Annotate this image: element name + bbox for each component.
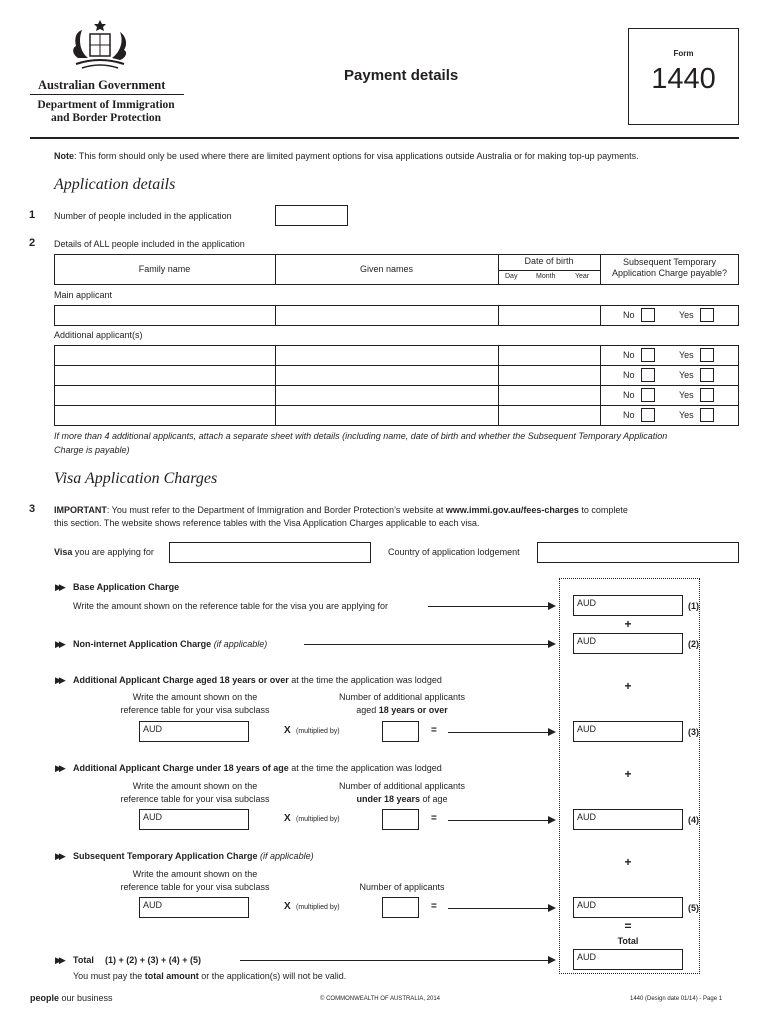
additional-3-family-name-input[interactable] <box>54 385 276 406</box>
note-text: : This form should only be used where there are limited payment options for visa applications outside Australia or for making top-up payments. <box>74 151 639 161</box>
note <box>54 151 639 161</box>
footer-people: people <box>30 993 60 1003</box>
adult-count-input[interactable] <box>382 721 419 742</box>
header-rule <box>30 137 739 139</box>
base-charge-desc: Write the amount shown on the reference table for the visa you are applying for <box>73 601 389 611</box>
arrow-head-icon <box>548 640 556 648</box>
write-amount-line1: Write the amount shown on the <box>132 692 258 702</box>
main-family-name-input[interactable] <box>54 305 276 326</box>
under-title-bold: Additional Applicant Charge under 18 years of age <box>73 763 289 773</box>
column-charge-line1: Subsequent Temporary <box>623 257 716 267</box>
arrow-head-icon <box>548 956 556 964</box>
country-input[interactable] <box>537 542 739 563</box>
times-sign: X <box>284 901 291 912</box>
visa-label <box>54 547 154 557</box>
double-arrow-icon: ▶▶ <box>55 851 63 861</box>
number-4: (4) <box>688 815 699 825</box>
write-amount-line2: reference table for your visa subclass <box>120 794 270 804</box>
write-amount-line2: reference table for your visa subclass <box>120 882 270 892</box>
additional-1-yes-checkbox[interactable] <box>700 348 714 362</box>
visa-label-rest: you are applying for <box>72 547 154 557</box>
additional-4-family-name-input[interactable] <box>54 405 276 426</box>
additional-4-dob-input[interactable] <box>498 405 601 426</box>
adult-amount-input[interactable]: AUD <box>139 721 249 742</box>
under-amount-input[interactable]: AUD <box>139 809 249 830</box>
subsequent-charge-title <box>73 851 314 861</box>
column-month: Month <box>536 273 556 280</box>
total-amount-input[interactable]: AUD <box>573 949 683 970</box>
must-pay-bold: total amount <box>144 971 199 981</box>
base-charge-amount-input[interactable]: AUD <box>573 595 683 616</box>
adult-charge-title <box>73 675 442 685</box>
question-1-label: Number of people included in the application <box>54 211 232 221</box>
times-sign: X <box>284 725 291 736</box>
visa-label-bold: Visa <box>54 547 73 557</box>
equals-sign: = <box>431 813 437 824</box>
additional-4-given-names-input[interactable] <box>275 405 499 426</box>
arrow-line <box>448 908 548 909</box>
question-1-number: 1 <box>29 209 36 221</box>
no-label: No <box>623 350 635 360</box>
aged-label <box>316 705 488 715</box>
equals-sign: = <box>624 919 632 933</box>
no-label: No <box>623 310 635 320</box>
footer-business: our business <box>59 993 113 1003</box>
additional-4-no-checkbox[interactable] <box>641 408 655 422</box>
number-of-people-input[interactable] <box>275 205 348 226</box>
double-arrow-icon: ▶▶ <box>55 955 63 965</box>
total-word: Total <box>617 936 639 946</box>
number-5: (5) <box>688 903 699 913</box>
must-pay-post: or the application(s) will not be valid. <box>198 971 347 981</box>
subsequent-count-input[interactable] <box>382 897 419 918</box>
adult-title-bold: Additional Applicant Charge aged 18 years or over <box>73 675 289 685</box>
important-line2: this section. The website shows reference tables with the Visa Application Charges applicable to each visa. <box>54 518 480 528</box>
department-name-line2: and Border Protection <box>50 112 162 124</box>
form-number-box <box>628 28 739 125</box>
additional-2-no-checkbox[interactable] <box>641 368 655 382</box>
question-2-number: 2 <box>29 237 36 249</box>
number-2: (2) <box>688 639 699 649</box>
under-rest: of age <box>420 794 448 804</box>
arrow-line <box>448 820 548 821</box>
footer-page-info: 1440 (Design date 01/14) - Page 1 <box>630 996 723 1002</box>
column-date-of-birth: Date of birth <box>524 256 574 266</box>
plus-sign: + <box>624 679 632 693</box>
page-title: Payment details <box>344 67 459 84</box>
column-day: Day <box>505 273 518 280</box>
arrow-head-icon <box>548 728 556 736</box>
additional-3-dob-input[interactable] <box>498 385 601 406</box>
must-pay-pre: You must pay the <box>73 971 145 981</box>
footer-tagline <box>30 993 113 1003</box>
no-label: No <box>623 370 635 380</box>
number-1: (1) <box>688 601 699 611</box>
main-applicant-label: Main applicant <box>54 290 113 300</box>
yes-label: Yes <box>679 390 694 400</box>
no-label: No <box>623 390 635 400</box>
arrow-head-icon <box>548 816 556 824</box>
equals-sign: = <box>431 725 437 736</box>
additional-3-charge-cell <box>600 385 739 406</box>
arrow-line <box>428 606 548 607</box>
num-additional-label: Number of additional applicants <box>338 692 466 702</box>
under-label <box>316 794 488 804</box>
additional-1-dob-input[interactable] <box>498 345 601 366</box>
aged-bold: 18 years or over <box>378 705 448 715</box>
additional-2-dob-input[interactable] <box>498 365 601 386</box>
main-yes-checkbox[interactable] <box>700 308 714 322</box>
double-arrow-icon: ▶▶ <box>55 582 63 592</box>
additional-2-yes-checkbox[interactable] <box>700 368 714 382</box>
column-charge-line2: Application Charge payable? <box>611 268 728 278</box>
write-amount-line1: Write the amount shown on the <box>132 869 258 879</box>
additional-1-no-checkbox[interactable] <box>641 348 655 362</box>
application-details-heading: Application details <box>54 176 176 193</box>
important-text2: to complete <box>578 505 628 515</box>
main-no-checkbox[interactable] <box>641 308 655 322</box>
adult-title-rest: at the time the application was lodged <box>288 675 442 685</box>
multiplied-by: (multiplied by) <box>296 904 340 911</box>
if-applicable: (if applicable) <box>213 639 268 649</box>
under-total-amount-input[interactable]: AUD <box>573 809 683 830</box>
yes-label: Yes <box>679 350 694 360</box>
yes-label: Yes <box>679 370 694 380</box>
visa-charges-heading: Visa Application Charges <box>54 470 218 487</box>
base-charge-title: Base Application Charge <box>73 582 180 592</box>
yes-label: Yes <box>679 310 694 320</box>
question-2-label: Details of ALL people included in the application <box>54 239 245 249</box>
under-charge-title <box>73 763 442 773</box>
column-family-name: Family name <box>138 264 191 274</box>
main-dob-input[interactable] <box>498 305 601 326</box>
multiplied-by: (multiplied by) <box>296 728 340 735</box>
plus-sign: + <box>624 767 632 781</box>
under-bold: under 18 years <box>356 794 420 804</box>
write-amount-line1: Write the amount shown on the <box>132 781 258 791</box>
additional-1-family-name-input[interactable] <box>54 345 276 366</box>
department-name-line1: Department of Immigration <box>37 99 175 111</box>
double-arrow-icon: ▶▶ <box>55 639 63 649</box>
times-sign: X <box>284 813 291 824</box>
subsequent-total-amount-input[interactable]: AUD <box>573 897 683 918</box>
important-line1 <box>54 505 628 515</box>
column-year: Year <box>575 273 590 280</box>
arrow-line <box>240 960 548 961</box>
noninternet-charge-title <box>73 639 267 649</box>
plus-sign: + <box>624 617 632 631</box>
form-number: 1440 <box>651 63 716 95</box>
must-pay-note <box>73 971 346 981</box>
footnote-line2: Charge is payable) <box>54 445 130 455</box>
total-label: Total <box>73 955 94 965</box>
footer-copyright: © COMMONWEALTH OF AUSTRALIA, 2014 <box>320 996 440 1002</box>
visa-input[interactable] <box>169 542 371 563</box>
arrow-line <box>304 644 548 645</box>
country-label: Country of application lodgement <box>388 547 520 557</box>
under-count-input[interactable] <box>382 809 419 830</box>
additional-3-given-names-input[interactable] <box>275 385 499 406</box>
multiplied-by: (multiplied by) <box>296 816 340 823</box>
coat-of-arms-icon <box>68 18 132 74</box>
additional-4-yes-checkbox[interactable] <box>700 408 714 422</box>
arrow-head-icon <box>548 602 556 610</box>
important-text: : You must refer to the Department of Immigration and Border Protection’s website at <box>106 505 446 515</box>
aged-pre: aged <box>356 705 379 715</box>
government-name: Australian Government <box>38 78 166 92</box>
additional-2-charge-cell <box>600 365 739 386</box>
if-applicable: (if applicable) <box>260 851 314 861</box>
main-given-names-input[interactable] <box>275 305 499 326</box>
column-given-names: Given names <box>359 264 414 274</box>
fees-charges-link[interactable]: www.immi.gov.au/fees-charges <box>445 505 579 515</box>
subsequent-title-text: Subsequent Temporary Application Charge <box>73 851 258 861</box>
main-charge-cell <box>600 305 739 326</box>
dob-subheader-line <box>498 270 600 271</box>
additional-2-given-names-input[interactable] <box>275 365 499 386</box>
additional-2-family-name-input[interactable] <box>54 365 276 386</box>
arrow-line <box>448 732 548 733</box>
note-label: Note <box>54 151 74 161</box>
noninternet-title-text: Non-internet Application Charge <box>73 639 212 649</box>
subsequent-amount-input[interactable]: AUD <box>139 897 249 918</box>
adult-total-amount-input[interactable]: AUD <box>573 721 683 742</box>
num-additional-label: Number of additional applicants <box>338 781 466 791</box>
additional-4-charge-cell <box>600 405 739 426</box>
additional-3-yes-checkbox[interactable] <box>700 388 714 402</box>
double-arrow-icon: ▶▶ <box>55 763 63 773</box>
under-title-rest: at the time the application was lodged <box>288 763 442 773</box>
noninternet-charge-amount-input[interactable]: AUD <box>573 633 683 654</box>
footnote-line1: If more than 4 additional applicants, attach a separate sheet with details (including name, date of birth and whether the Subsequent Temporary Application <box>54 431 668 441</box>
number-3: (3) <box>688 727 699 737</box>
important-label: IMPORTANT <box>54 505 107 515</box>
additional-1-given-names-input[interactable] <box>275 345 499 366</box>
additional-1-charge-cell <box>600 345 739 366</box>
form-label: Form <box>673 49 694 58</box>
no-label: No <box>623 410 635 420</box>
num-applicants-label: Number of applicants <box>359 882 445 892</box>
additional-3-no-checkbox[interactable] <box>641 388 655 402</box>
double-arrow-icon: ▶▶ <box>55 675 63 685</box>
arrow-head-icon <box>548 904 556 912</box>
total-formula: (1) + (2) + (3) + (4) + (5) <box>105 955 202 965</box>
yes-label: Yes <box>679 410 694 420</box>
write-amount-line2: reference table for your visa subclass <box>120 705 270 715</box>
equals-sign: = <box>431 901 437 912</box>
additional-applicants-label: Additional applicant(s) <box>54 330 143 340</box>
header-divider <box>30 94 184 95</box>
plus-sign: + <box>624 855 632 869</box>
question-3-number: 3 <box>29 503 36 515</box>
